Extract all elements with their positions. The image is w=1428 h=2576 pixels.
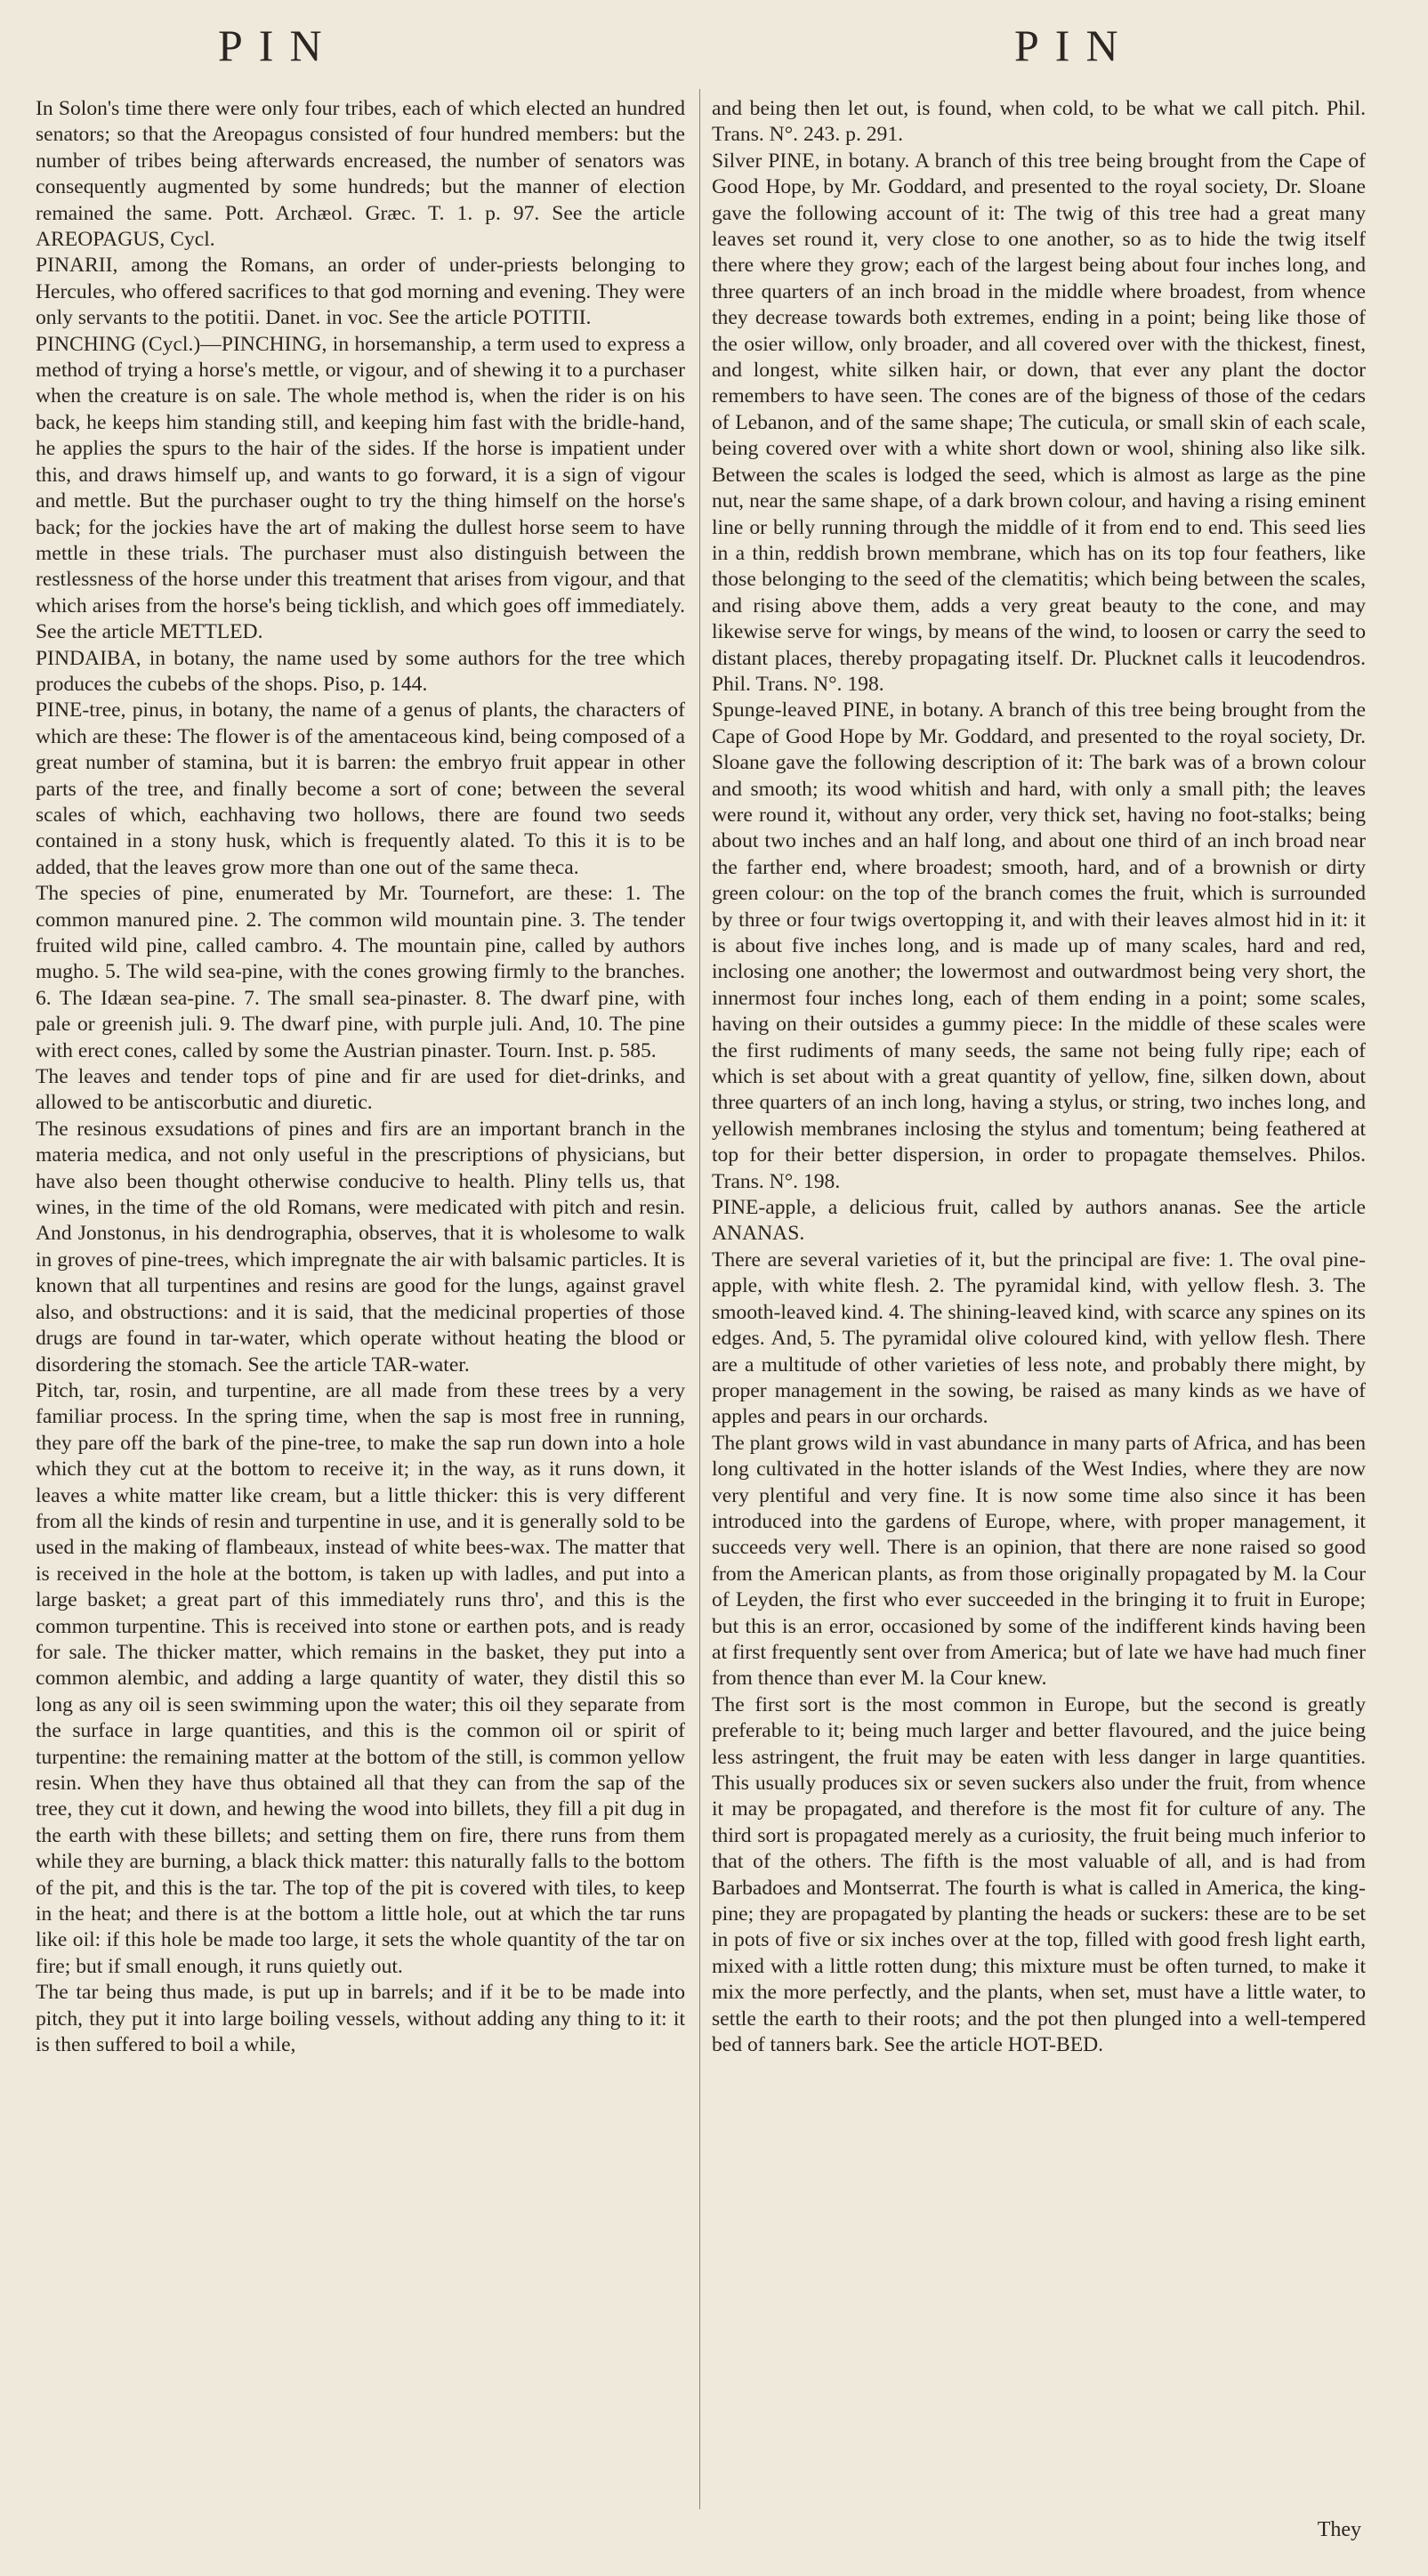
column-divider: [699, 89, 700, 2509]
entry-pindaiba: PINDAIBA, in botany, the name used by some authors for the tree which produces the cubebs of the shops. Piso, p. 144.: [36, 646, 685, 696]
running-head-left: PIN: [218, 20, 338, 70]
paragraph: The species of pine, enumerated by Mr. Tournefort, are these: 1. The common manured pine. 2. The common wild mountain pine. 3. The tender fruited wild pine, called cambro. 4. The mountain pine, called by authors mugho. 5. The wild sea-pine, with the cones growing firmly to the branches. 6. The Idæan sea-pine. 7. The small sea-pinaster. 8. The dwarf pine, with pale or greenish juli. 9. The dwarf pine, with purple juli. And, 10. The pine with erect cones, called by some the Austrian pinaster. Tourn. Inst. p. 585.: [36, 882, 685, 1062]
catchword: They: [1317, 2518, 1361, 2541]
entry-pine-tree: PINE-tree, pinus, in botany, the name of a genus of plants, the characters of which are these: The flower is of the amentaceous kind, being composed of a great number of stamina, but it is barren: the embryo fruit appear in other parts of the tree, and finally become a sort of cone; between the several scales of which, eachhaving two hollows, there are found two seeds contained in a stony husk, which is frequently alated. To this it is to be added, that the leaves grow more than one out of the same theca.: [36, 699, 685, 879]
paragraph: In Solon's time there were only four tribes, each of which elected an hundred senators; so that the Areopagus consisted of four hundred members: but the number of tribes being afterwards encreased, the number of senators was consequently augmented by some hundreds; but the manner of election remained the same. Pott. Archæol. Græc. T. 1. p. 97. See the article AREOPAGUS, Cycl.: [36, 97, 685, 252]
entry-silver-pine: Silver PINE, in botany. A branch of this tree being brought from the Cape of Good Hope, by Mr. Goddard, and presented to the royal society, Dr. Sloane gave the following account of it: The twig of this tree had a great many leaves set round it, very close to one another, so as to hide the twig itself there where they grow; each of the largest being about four inches long, and three quarters of an inch broad in the middle where broadest, from whence they decrease towards both extremes, ending in a point; being like those of the osier willow, only broader, and all covered over with the thickest, finest, and longest, white silken hair, or down, that ever any plant the doctor remembers to have seen. The cones are of the bigness of those of the cedars of Lebanon, and of the same shape; The cuticula, or small skin of each scale, being covered over with a white short down or wool, shining also like silk. Between the scales is lodged the seed, which is almost as large as the pine nut, near the same shape, of a dark brown colour, and having a rising eminent line or belly running through the middle of it from end to end. This seed lies in a thin, reddish brown membrane, which has on its top four feathers, like those belonging to the seed of the clematitis; which being between the scales, and rising above them, adds a very great beauty to the cone, and may likewise serve for wings, by means of the wind, to loosen or carry the seed to distant places, thereby propagating itself. Dr. Plucknet calls it leucodendros. Phil. Trans. N°. 198.: [712, 149, 1366, 696]
entry-pinching: PINCHING (Cycl.)—PINCHING, in horsemanship, a term used to express a method of trying a horse's mettle, or vigour, and of shewing it to a purchaser when the creature is on sale. The whole method is, when the rider is on his back, he keeps him standing still, and keeping him fast with the bridle-hand, he applies the spurs to the hair of the sides. If the horse is impatient under this, and draws himself up, and wants to go forward, it is a sign of vigour and mettle. But the purchaser ought to try the thing himself on the horse's back; for the jockies have the art of making the dullest horse seem to have mettle in these trials. The purchaser must also distinguish between the restlessness of the horse under this treatment that arises from vigour, and that which arises from the horse's being ticklish, and which goes off immediately. See the article METTLED.: [36, 332, 685, 644]
left-column: [36, 96, 685, 2058]
paragraph: The plant grows wild in vast abundance in many parts of Africa, and has been long cultivated in the hotter islands of the West Indies, where they are now very plentiful and very fine. It is now some time also since it has been introduced into the gardens of Europe, where, with proper management, it succeeds very well. There is an opinion, that there are none raised so good from the American plants, as from those originally propagated by M. la Cour of Leyden, the first who ever succeeded in the bringing it to fruit in Europe; but this is an error, occasioned by some of the indifferent kinds having been at first frequently sent over from America; but of late we have had much finer from thence than ever M. la Cour knew.: [712, 1431, 1366, 1691]
entry-spunge-leaved-pine: Spunge-leaved PINE, in botany. A branch of this tree being brought from the Cape of Good Hope by Mr. Goddard, and presented to the royal society, Dr. Sloane gave the following description of it: The bark was of a brown colour and smooth; its wood whitish and hard, with only a small pith; the leaves were round it, without any order, very thick set, having no foot-stalks; being about two inches and an half long, and about one third of an inch broad near the farther end, where broadest; smooth, hard, and of a brownish or dirty green colour: on the top of the branch comes the fruit, which is surrounded by three or four twigs overtopping it, and with their leaves almost hid in it: it is about five inches long, and is made up of many scales, hard and red, inclosing one another; the lowermost and outwardmost being very short, the innermost four inches long, each of them ending in a point; some scales, having on their outsides a gummy piece: In the middle of these scales were the first rudiments of many seeds, the same not being fully ripe; each of which is set about with a great quantity of yellow, fine, silken down, about three quarters of an inch long, having a stylus, or string, two inches long, and yellowish membranes inclosing the stylus and tomentum; being feathered at top for their better dispersion, in order to propagate themselves. Philos. Trans. N°. 198.: [712, 699, 1366, 1193]
paragraph: The leaves and tender tops of pine and fir are used for diet-drinks, and allowed to be antiscorbutic and diuretic.: [36, 1065, 685, 1115]
right-column: [712, 96, 1366, 2058]
paragraph: The tar being thus made, is put up in barrels; and if it be to be made into pitch, they put it into large boiling vessels, without adding any thing to it: it is then suffered to boil a while,: [36, 1981, 685, 2057]
paragraph: The first sort is the most common in Europe, but the second is greatly preferable to it; being much larger and better flavoured, and the juice being less astringent, the fruit may be eaten with less danger in large quantities. This usually produces six or seven suckers also under the fruit, from whence it may be propagated, and therefore is the most fit for culture of any. The third sort is propagated merely as a curiosity, the fruit being much inferior to that of the others. The fifth is the most valuable of all, and is had from Barbadoes and Montserrat. The fourth is what is called in America, the king-pine; they are propagated by planting the heads or suckers: these are to be set in pots of five or six inches over at the top, filled with good fresh light earth, mixed with a little rotten dung; this mixture must be often turned, to make it mix the more perfectly, and the plants, when set, must have a little water, to settle the earth to their roots; and the pot then plunged into a well-tempered bed of tanners bark. See the article HOT-BED.: [712, 1692, 1366, 2057]
paragraph: The resinous exsudations of pines and firs are an important branch in the materia medica, and not only useful in the prescriptions of physicians, but have also been thought otherwise conducive to health. Pliny tells us, that wines, in the time of the old Romans, were medicated with pitch and resin. And Jonstonus, in his dendrographia, observes, that it is wholesome to walk in groves of pine-trees, which impregnate the air with balsamic particles. It is known that all turpentines and resins are good for the lungs, against gravel also, and obstructions: and it is said, that the medicinal properties of those drugs are found in tar-water, which operate without heating the blood or disordering the stomach. See the article TAR-water.: [36, 1117, 685, 1377]
page-header: [0, 20, 1428, 82]
entry-pine-apple: PINE-apple, a delicious fruit, called by authors ananas. See the article ANANAS.: [712, 1196, 1366, 1246]
paragraph: Pitch, tar, rosin, and turpentine, are all made from these trees by a very familiar process. In the spring time, when the sap is most free in running, they pare off the bark of the pine-tree, to make the sap run down into a hole which they cut at the bottom to receive it; in the way, as it runs down, it leaves a white matter like cream, but a little thicker: this is very different from all the kinds of resin and turpentine in use, and it is generally sold to be used in the making of flambeaux, instead of white bees-wax. The matter that is received in the hole at the bottom, is taken up with ladles, and put into a large basket; a great part of this immediately runs thro', and this is the common turpentine. This is received into stone or earthen pots, and is ready for sale. The thicker matter, which remains in the basket, they put into a common alembic, and adding a large quantity of water, they distil this so long as any oil is seen swimming upon the water; this oil they separate from the surface in large quantities, and this is the common oil or spirit of turpentine: the remaining matter at the bottom of the still, is common yellow resin. When they have thus obtained all that they can from the sap of the tree, they cut it down, and hewing the wood into billets, they fill a pit dug in the earth with these billets; and setting them on fire, there runs from them while they are burning, a black thick matter: this naturally falls to the bottom of the pit, and this is the tar. The top of the pit is covered with tiles, to keep in the heat; and there is at the bottom a little hole, out at which the tar runs like oil: if this hole be made too large, it sets the whole quantity of the tar on fire; but if small enough, it runs quietly out.: [36, 1378, 685, 1978]
running-head-right: PIN: [1014, 20, 1134, 70]
paragraph: There are several varieties of it, but the principal are five: 1. The oval pine-apple, with white flesh. 2. The pyramidal kind, with yellow flesh. 3. The smooth-leaved kind. 4. The shining-leaved kind, with scarce any spines on its edges. And, 5. The pyramidal olive coloured kind, with yellow flesh. There are a multitude of other varieties of less note, and probably there might, by proper management in the sowing, be raised as many kinds as we have of apples and pears in our orchards.: [712, 1248, 1366, 1429]
entry-pinarii: PINARII, among the Romans, an order of under-priests belonging to Hercules, who offered sacrifices to that god morning and evening. They were only servants to the potitii. Danet. in voc. See the article POTITII.: [36, 254, 685, 330]
paragraph: and being then let out, is found, when cold, to be what we call pitch. Phil. Trans. N°. 243. p. 291.: [712, 97, 1366, 147]
